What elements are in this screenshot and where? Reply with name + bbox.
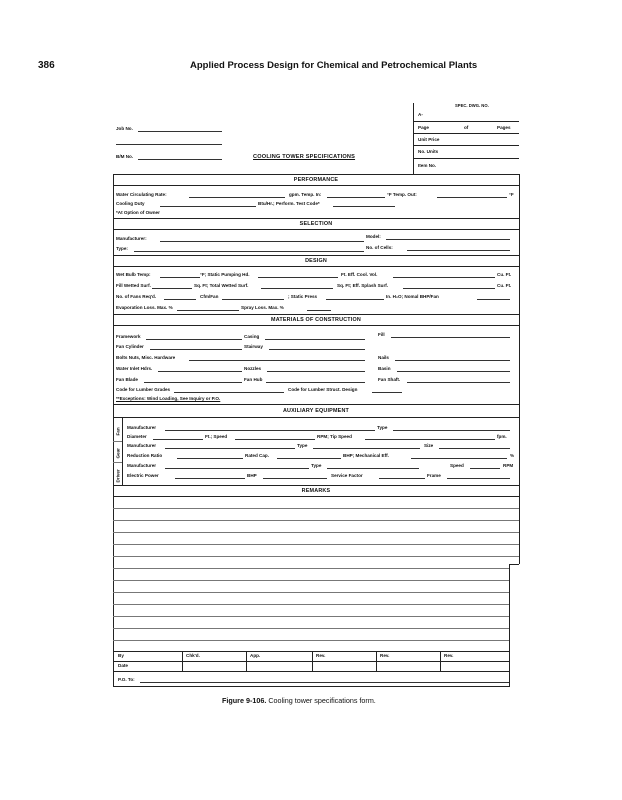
nails-blank	[395, 360, 510, 361]
cu-ft-2: Cu. Ft.	[497, 283, 512, 288]
sig-bottom-rule	[113, 671, 509, 672]
lumber-struct-label: Code for Lumber Struct. Design	[288, 387, 358, 392]
selection-heading: SELECTION	[299, 221, 333, 227]
nozzles-blank	[267, 371, 365, 372]
framework-label: Framework	[116, 334, 141, 339]
static-press-blank	[326, 299, 384, 300]
speed-blank	[235, 439, 315, 440]
type-label: Type:	[116, 246, 128, 251]
cells-label: No. of Cells:	[366, 245, 393, 250]
rev3-label: Rev.	[444, 653, 454, 658]
page-number: 386	[38, 60, 55, 71]
signature-top-rule	[113, 651, 509, 652]
total-wetted-label: Sq. Ft; Total Wetted Surf.	[194, 283, 249, 288]
model-label: Model:	[366, 234, 381, 239]
cooling-duty-label: Cooling Duty	[116, 201, 145, 206]
gear-manufacturer-label: Manufacturer	[127, 443, 157, 448]
spec-dwg-no: SPEC. DWG. NO.	[455, 103, 489, 108]
bhp-mech-label: BHP; Mechanical Eff.	[343, 453, 389, 458]
figure-text: Cooling tower specifications form.	[268, 696, 376, 705]
bm-no-blank	[138, 159, 222, 160]
test-code-blank	[333, 206, 395, 207]
cells-blank	[407, 250, 510, 251]
fans-reqd-blank	[164, 299, 196, 300]
fill-wetted-label: Fill Wetted Surf.	[116, 283, 151, 288]
performance-top-rule	[113, 174, 519, 175]
fans-reqd-label: No. of Fans Req'd.	[116, 294, 157, 299]
chkd-label: Chk'd.	[186, 653, 200, 658]
job-no-label: Job No.	[116, 126, 133, 131]
casing-label: Casing	[244, 334, 260, 339]
header-line-4	[413, 158, 519, 159]
bm-no-label: B/M No.	[116, 154, 134, 159]
header-box-left	[413, 103, 414, 174]
electric-power-label: Electric Power	[127, 473, 159, 478]
fan-shaft-label: Fan Shaft.	[378, 377, 401, 382]
cfm-fan-label: Cfm/Fan	[200, 294, 219, 299]
selection-rule	[113, 229, 519, 230]
lumber-grades-blank	[174, 392, 284, 393]
remarks-line-9	[113, 604, 509, 605]
driver-bhp-label: BHP	[247, 473, 257, 478]
tip-speed-blank	[365, 439, 495, 440]
form-right-border	[519, 174, 520, 564]
selection-top-rule	[113, 218, 519, 219]
lumber-grades-label: Code for Lumber Grades	[116, 387, 171, 392]
fill-blank	[391, 337, 510, 338]
auxiliary-rule	[113, 417, 519, 418]
fan-group-label: Fan	[115, 427, 121, 436]
fan-manufacturer-label: Manufacturer	[127, 425, 157, 430]
lumber-struct-blank	[372, 392, 402, 393]
static-press-label: ; Static Press	[288, 294, 318, 299]
rated-cap-blank	[277, 458, 341, 459]
driver-group-label: Driver	[115, 469, 121, 483]
a-label: A-	[418, 112, 423, 117]
type-blank	[134, 251, 364, 252]
auxiliary-top-rule	[113, 404, 519, 405]
remarks-top-rule	[113, 485, 519, 486]
remarks-line-4	[113, 544, 519, 545]
temp-in-blank	[327, 197, 385, 198]
by-label: By	[118, 653, 124, 658]
header-line-3	[413, 145, 519, 146]
form-bottom-border	[113, 686, 510, 687]
spray-loss-label: Spray Loss. Max. %	[241, 305, 284, 310]
manufacturer-label: Manufacturer:	[116, 236, 147, 241]
performance-heading: PERFORMANCE	[293, 177, 339, 183]
app-label: App.	[250, 653, 261, 658]
frame-blank	[447, 478, 510, 479]
evap-loss-label: Evaporation Loss. Max. %	[116, 305, 173, 310]
fill-label: Fill	[378, 332, 385, 337]
rev2-label: Rev.	[380, 653, 390, 658]
driver-manufacturer-blank	[165, 468, 309, 469]
eff-splash-label: Sq. Ft; Eff. Splash Surf.	[337, 283, 389, 288]
remarks-line-6	[113, 568, 509, 569]
fan-hub-label: Fan Hub	[244, 377, 263, 382]
spray-loss-blank	[307, 310, 331, 311]
evap-loss-blank	[177, 310, 239, 311]
form-right-border-lower	[509, 564, 510, 686]
rev1-label: Rev.	[316, 653, 326, 658]
po-to-blank	[140, 682, 509, 683]
cooling-duty-blank	[160, 206, 256, 207]
cu-ft-1: Cu. Ft.	[497, 272, 512, 277]
fan-type-label: Type	[377, 425, 388, 430]
driver-speed-blank	[470, 468, 500, 469]
form-left-border	[113, 174, 114, 686]
btu-label: Btu/Hr.; Perform. Test Code*	[258, 201, 320, 206]
job-no-blank-2	[116, 144, 222, 145]
water-rate-label: Water Circulating Rate:	[116, 192, 167, 197]
materials-top-rule	[113, 314, 519, 315]
total-wetted-blank	[261, 288, 333, 289]
rated-cap-label: Rated Cap.	[245, 453, 269, 458]
wet-bulb-blank	[160, 277, 200, 278]
fan-blade-label: Fan Blade	[116, 377, 138, 382]
fan-cylinder-blank	[150, 349, 242, 350]
bolts-label: Bolts Nuts, Misc. Hardware	[116, 355, 176, 360]
pages-label: Pages	[497, 125, 511, 130]
gear-type-label: Type	[297, 443, 308, 448]
date-label: Date	[118, 663, 128, 668]
gear-manufacturer-blank	[165, 448, 295, 449]
remarks-line-7	[113, 580, 509, 581]
driver-type-label: Type	[311, 463, 322, 468]
fan-blade-blank	[144, 382, 242, 383]
page-label: Page	[418, 125, 429, 130]
fan-type-blank	[393, 430, 510, 431]
stairway-label: Stairway	[244, 344, 263, 349]
gear-group-label: Gear	[115, 448, 121, 459]
basin-blank	[397, 371, 510, 372]
reduction-blank	[177, 458, 243, 459]
header-line-2	[413, 133, 519, 134]
driver-manufacturer-label: Manufacturer	[127, 463, 157, 468]
static-head-blank	[258, 277, 338, 278]
eff-splash-blank	[403, 288, 495, 289]
gpm-temp-in-label: gpm. Temp. In:	[289, 192, 322, 197]
electric-power-blank	[175, 478, 245, 479]
remarks-line-1	[113, 508, 519, 509]
unit-price-label: Unit Price	[418, 137, 440, 142]
remarks-line-10	[113, 616, 509, 617]
casing-blank	[265, 339, 365, 340]
rpm-tip-label: RPM; Tip Speed	[317, 434, 352, 439]
service-factor-blank	[379, 478, 425, 479]
service-factor-label: Service Factor	[331, 473, 363, 478]
form-right-step	[509, 564, 519, 565]
design-heading: DESIGN	[305, 258, 327, 264]
size-label: Size	[424, 443, 434, 448]
fpm-label: fpm.	[497, 434, 507, 439]
design-rule	[113, 266, 519, 267]
auxiliary-heading: AUXILIARY EQUIPMENT	[282, 408, 350, 414]
size-blank	[439, 448, 510, 449]
static-head-label: °F; Static Pumping Hd.	[200, 272, 250, 277]
po-to-label: P.O. To:	[118, 677, 135, 682]
ft-speed-label: Ft.; Speed	[205, 434, 228, 439]
no-units-label: No. Units	[418, 149, 439, 154]
option-note: *At Option of Owner	[116, 210, 160, 215]
diameter-label: Diameter	[127, 434, 147, 439]
gear-type-blank	[313, 448, 420, 449]
performance-rule	[113, 185, 519, 186]
water-inlet-blank	[158, 371, 242, 372]
framework-blank	[146, 339, 242, 340]
water-rate-blank	[189, 197, 285, 198]
wet-bulb-label: Wet Bulb Temp:	[116, 272, 151, 277]
materials-rule	[113, 325, 519, 326]
diameter-blank	[153, 439, 203, 440]
header-line-1	[413, 121, 519, 122]
eff-cool-vol-label: Ft. Eff. Cool. Vol.	[341, 272, 378, 277]
fan-cylinder-label: Fan Cylinder	[116, 344, 144, 349]
driver-type-blank	[327, 468, 419, 469]
fan-hub-blank	[266, 382, 365, 383]
remarks-line-3	[113, 532, 519, 533]
book-title: Applied Process Design for Chemical and Petrochemical Plants	[190, 60, 478, 71]
design-top-rule	[113, 255, 519, 256]
reduction-label: Reduction Ratio	[127, 453, 163, 458]
aux-label-column	[122, 417, 123, 485]
nails-label: Nails	[378, 355, 389, 360]
remarks-line-12	[113, 640, 509, 641]
bhp-fan-blank	[477, 299, 510, 300]
cfm-fan-blank	[222, 299, 284, 300]
driver-rpm-label: RPM	[503, 463, 514, 468]
eff-cool-vol-blank	[393, 277, 495, 278]
form-title: COOLING TOWER SPECIFICATIONS	[253, 154, 356, 160]
remarks-line-2	[113, 520, 519, 521]
basin-label: Basin	[378, 366, 391, 371]
mech-eff-blank	[411, 458, 507, 459]
driver-speed-label: Speed	[450, 463, 464, 468]
sig-mid-rule	[113, 661, 509, 662]
model-blank	[386, 239, 510, 240]
exceptions-note: **Exceptions: Wind Loading, See Inquiry or P.O.	[116, 396, 221, 401]
temp-out-label: °F Temp. Out:	[387, 192, 417, 197]
manufacturer-blank	[160, 241, 364, 242]
temp-out-blank	[437, 197, 507, 198]
figure-caption	[222, 696, 376, 705]
figure-label: Figure 9-106.	[222, 696, 267, 705]
remarks-heading: REMARKS	[301, 488, 331, 494]
remarks-line-8	[113, 592, 509, 593]
pct-label: %	[510, 453, 515, 458]
in-h2o-label: In. H₂O; Nomal BHP/Fan	[386, 294, 439, 299]
item-no-label: Item No.	[418, 163, 437, 168]
fan-manufacturer-blank	[165, 430, 375, 431]
fill-wetted-blank	[152, 288, 192, 289]
nozzles-label: Nozzles	[244, 366, 262, 371]
of-label: of	[464, 125, 469, 130]
fan-shaft-blank	[407, 382, 510, 383]
remarks-line-5	[113, 556, 519, 557]
f-label: °F	[509, 192, 514, 197]
materials-heading: MATERIALS OF CONSTRUCTION	[271, 317, 361, 323]
frame-label: Frame	[427, 473, 441, 478]
bolts-blank	[189, 360, 365, 361]
stairway-blank	[269, 349, 365, 350]
job-no-blank	[138, 131, 222, 132]
remarks-rule	[113, 496, 519, 497]
water-inlet-label: Water Inlet Hdrs.	[116, 366, 153, 371]
driver-bhp-blank	[263, 478, 327, 479]
remarks-line-11	[113, 628, 509, 629]
